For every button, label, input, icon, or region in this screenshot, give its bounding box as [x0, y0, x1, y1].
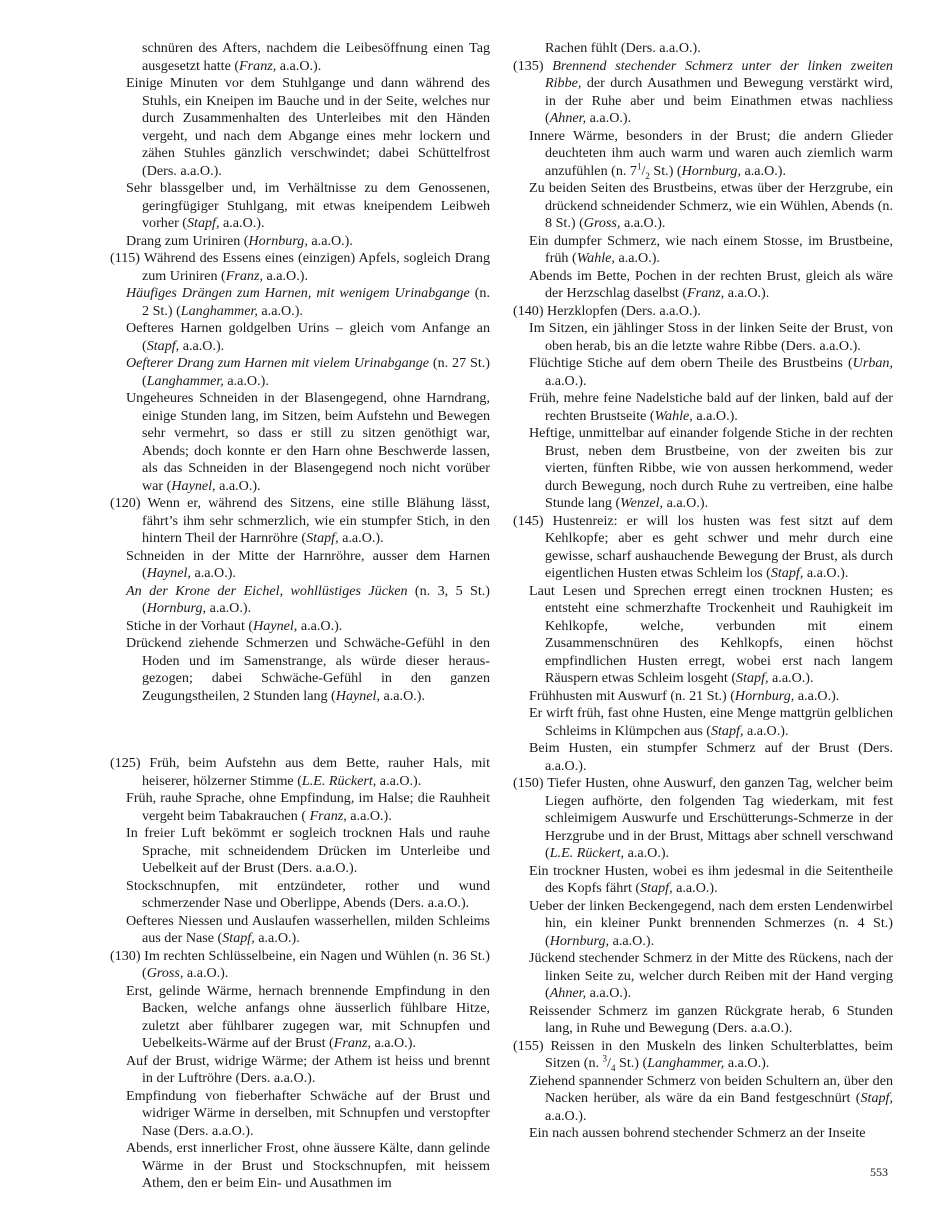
- symptom-entry: Ein nach aussen bohrend stechender Schmerz an der Inseite: [529, 1125, 866, 1141]
- symptom-entry: Ungeheures Schneiden in der Blasengegend, ohne Harndrang, einige Stunden lang, im Sitzen, beim Aufstehn und Bewegen sehr vermehrt, so dass er still zu sitzen genöthigt war, Abends; doch konnte er den Harn ohne Beschwerde lassen, als das Schneiden in der Blasengegend noch nicht vorüber war (Haynel, a.a.O.).: [126, 390, 490, 494]
- numbered-symptom-entry: (125) Früh, beim Aufstehn aus dem Bette, rauher Hals, mit heiserer, hölzerner Stimme (L.E. Rückert, a.a.O.).: [110, 755, 490, 789]
- page-number: 553: [870, 1165, 888, 1179]
- symptom-entry: Stiche in der Vorhaut (Haynel, a.a.O.).: [126, 617, 343, 634]
- section-gap: [110, 721, 490, 739]
- symptom-entry: Abends, erst innerlicher Frost, ohne äussere Kälte, dann gelinde Wärme in der Brust und Stockschnupfen, mit heissem Athem, den er beim Ein- und Ausathmen im: [126, 1140, 490, 1191]
- symptom-entry: Flüchtige Stiche auf dem obern Theile des Brustbeins (Urban, a.a.O.).: [529, 355, 893, 389]
- symptom-entry: In freier Luft bekömmt er sogleich trocknen Hals und rauhe Sprache, mit schneidendem Drücken im Unterleibe und Uebelkeit auf der Brust (Ders. a.a.O.).: [126, 825, 490, 876]
- symptom-entry: Ueber der linken Beckengegend, nach dem ersten Lendenwirbel hin, ein kleiner Punkt brennenden Schmerzes (n. 4 St.) (Hornburg, a.a.O.).: [529, 897, 893, 949]
- numbered-symptom-entry: (140) Herzklopfen (Ders. a.a.O.).: [513, 302, 701, 319]
- symptom-entry: schnüren des Afters, nachdem die Leibesöffnung einen Tag ausgesetzt hatte (Franz, a.a.O.).: [142, 40, 490, 74]
- symptom-entry: Er wirft früh, fast ohne Husten, eine Menge mattgrün gelblichen Schleims in Klümpchen aus (Stapf, a.a.O.).: [529, 705, 893, 739]
- symptom-entry: Heftige, unmittelbar auf einander folgende Stiche in der rechten Brust, neben dem Brustbeine, von der zweiten bis zur vierten, fünften Ribbe, wie von aussen herkommend, weder durch Bewegung, noch durch Ruhe zu vertreiben, eine halbe Stunde lang (Wenzel, a.a.O.).: [529, 425, 893, 511]
- symptom-entry: Stockschnupfen, mit entzündeter, rother und wund schmerzender Nase und Oberlippe, Abends (Ders. a.a.O.).: [126, 877, 490, 911]
- symptom-entry: Innere Wärme, besonders in der Brust; die andern Glieder deuchteten ihm auch warm und waren auch ziemlich warm anzufühlen (n. $7^1/_2$ St.) (Hornburg, a.a.O.).: [529, 127, 893, 181]
- symptom-entry: Beim Husten, ein stumpfer Schmerz auf der Brust (Ders. a.a.O.).: [529, 740, 893, 774]
- symptom-entry: Häufiges Drängen zum Harnen, mit wenigem Urinabgange (n. 2 St.) (Langhammer, a.a.O.).: [126, 285, 490, 319]
- symptom-entry: Abends im Bette, Pochen in der rechten Brust, gleich als wäre der Herzschlag daselbst (Franz, a.a.O.).: [529, 267, 893, 301]
- numbered-symptom-entry: (135) Brennend stechender Schmerz unter der linken zweiten Ribbe, der durch Ausathmen und Bewegung verstärkt wird, in der Ruhe aber und beim Einathmen etwas nachliess (Ahner, a.a.O.).: [513, 57, 893, 126]
- symptom-entry: Erst, gelinde Wärme, hernach brennende Empfindung in den Backen, welche anfangs ohne äusserlich fühlbare Hitze, zuletzt aber fühlbarer zugegen war, mit Schnupfen und Uebelkeits-Wärme auf der Brust (Franz, a.a.O.).: [126, 982, 490, 1051]
- symptom-entry: Ein dumpfer Schmerz, wie nach einem Stosse, im Brustbeine, früh (Wahle, a.a.O.).: [529, 232, 893, 266]
- numbered-symptom-entry: (155) Reissen in den Muskeln des linken Schulterblattes, beim Sitzen (n. $^3/_4$ St.) (Langhammer, a.a.O.).: [513, 1037, 893, 1073]
- symptom-entry: Auf der Brust, widrige Wärme; der Athem ist heiss und brennt in der Luftröhre (Ders. a.a.O.).: [126, 1052, 490, 1086]
- numbered-symptom-entry: (115) Während des Essens eines (einzigen) Apfels, sogleich Drang zum Uriniren (Franz, a.a.O.).: [110, 250, 490, 284]
- symptom-entry: Oefteres Niessen und Auslaufen wasserhellen, milden Schleims aus der Nase (Stapf, a.a.O.).: [126, 912, 490, 946]
- symptom-entry: Rachen fühlt (Ders. a.a.O.).: [545, 40, 701, 56]
- symptom-entry: Oefteres Harnen goldgelben Urins – gleich vom Anfange an (Stapf, a.a.O.).: [126, 320, 490, 354]
- symptom-entry: Drang zum Uriniren (Hornburg, a.a.O.).: [126, 232, 353, 249]
- symptom-entry: Schneiden in der Mitte der Harnröhre, ausser dem Harnen (Haynel, a.a.O.).: [126, 547, 490, 581]
- symptom-entry: Frühhusten mit Auswurf (n. 21 St.) (Hornburg, a.a.O.).: [529, 687, 840, 704]
- symptom-entry: An der Krone der Eichel, wohllüstiges Jücken (n. 3, 5 St.) (Hornburg, a.a.O.).: [126, 582, 490, 616]
- numbered-symptom-entry: (120) Wenn er, während des Sitzens, eine stille Blähung lässt, fährt’s ihm sehr schmerzlich, wie ein stumpfer Stich, in den hintern Theil der Harnröhre (Stapf, a.a.O.).: [110, 495, 490, 546]
- symptom-entry: Zu beiden Seiten des Brustbeins, etwas über der Herzgrube, ein drückend schneidender Schmerz, wie ein Wühlen, Abends (n. 8 St.) (Gross, a.a.O.).: [529, 180, 893, 231]
- symptom-entry: Früh, mehre feine Nadelstiche bald auf der linken, bald auf der rechten Brustseite (Wahle, a.a.O.).: [529, 390, 893, 424]
- symptom-entry: Ziehend spannender Schmerz von beiden Schultern an, über den Nacken herüber, als wäre da ein Band festgeschnürt (Stapf, a.a.O.).: [529, 1072, 893, 1124]
- numbered-symptom-entry: (130) Im rechten Schlüsselbeine, ein Nagen und Wühlen (n. 36 St.) (Gross, a.a.O.).: [110, 947, 490, 981]
- symptom-entry: Früh, rauhe Sprache, ohne Empfindung, im Halse; die Rauhheit vergeht beim Tabakrauchen ( Franz, a.a.O.).: [126, 790, 490, 824]
- symptom-entry: Laut Lesen und Sprechen erregt einen trocknen Husten; es entsteht eine schmerzhafte Trockenheit und Rauhigkeit im Kehlkopfe, welche, verbunden mit einem Zusammenschnüren des Kehlkopfs, einen höchst empfindlichen Husten erregt, wobei erst nach langem Räuspern etwas Schleim losgeht (Stapf, a.a.O.).: [529, 582, 893, 686]
- symptom-entry: Empfindung von fieberhafter Schwäche auf der Brust und widriger Wärme in derselben, mit Schnupfen und verstopfter Nase (Ders. a.a.O.).: [126, 1087, 490, 1139]
- symptom-entry: Sehr blassgelber und, im Verhältnisse zu dem Genossenen, geringfügiger Stuhlgang, mit etwas kneipendem Leibweh vorher (Stapf, a.a.O.).: [126, 180, 490, 231]
- numbered-symptom-entry: (145) Hustenreiz: er will los husten was fest sitzt auf dem Kehlkopfe; aber es geht schwer und mehr durch eine gewisse, scharf aushauchende Bewegung der Brust, als durch eigentlichen Husten etwas Schleim los (Stapf, a.a.O.).: [513, 512, 893, 581]
- symptom-entry: Einige Minuten vor dem Stuhlgange und dann während des Stuhls, ein Kneipen im Bauche und in der Seite, welches nur durch Zusammenhalten des Unterleibes mit den Händen vergeht, und nach dem Abgange eines mehr lockern und zähen Stuhles gänzlich verschwindet; dabei Schüttelfrost (Ders. a.a.O.).: [126, 75, 490, 179]
- symptom-entry: Drückend ziehende Schmerzen und Schwäche-Gefühl in den Hoden und im Samenstrange, als würde dieser herausgezogen; dabei Schwäche-Gefühl in den ganzen Zeugungstheilen, 2 Stunden lang (Haynel, a.a.O.).: [126, 635, 490, 704]
- right-column: [513, 40, 893, 1143]
- symptom-entry: Jückend stechender Schmerz in der Mitte des Rückens, nach der linken Seite zu, welcher durch Reiben mit der Hand verging (Ahner, a.a.O.).: [529, 950, 893, 1001]
- symptom-entry: Ein trockner Husten, wobei es ihm jedesmal in die Seitentheile des Kopfs fährt (Stapf, a.a.O.).: [529, 862, 893, 896]
- left-column: [110, 40, 490, 1193]
- symptom-entry: Reissender Schmerz im ganzen Rückgrate herab, 6 Stunden lang, in Ruhe und Bewegung (Ders. a.a.O.).: [529, 1002, 893, 1036]
- numbered-symptom-entry: (150) Tiefer Husten, ohne Auswurf, den ganzen Tag, welcher beim Liegen aufhörte, den folgenden Tag wiederkam, mit fest schleimigem Auswurfe und Erschütterungs-Schmerze in der Herzgrube und in der Brust, Mittags aber schnell verschwand (L.E. Rückert, a.a.O.).: [513, 775, 893, 861]
- symptom-entry: Im Sitzen, ein jählinger Stoss in der linken Seite der Brust, von oben herab, bis an die letzte wahre Ribbe (Ders. a.a.O.).: [529, 320, 893, 354]
- symptom-entry: Oefterer Drang zum Harnen mit vielem Urinabgange (n. 27 St.) (Langhammer, a.a.O.).: [126, 355, 490, 389]
